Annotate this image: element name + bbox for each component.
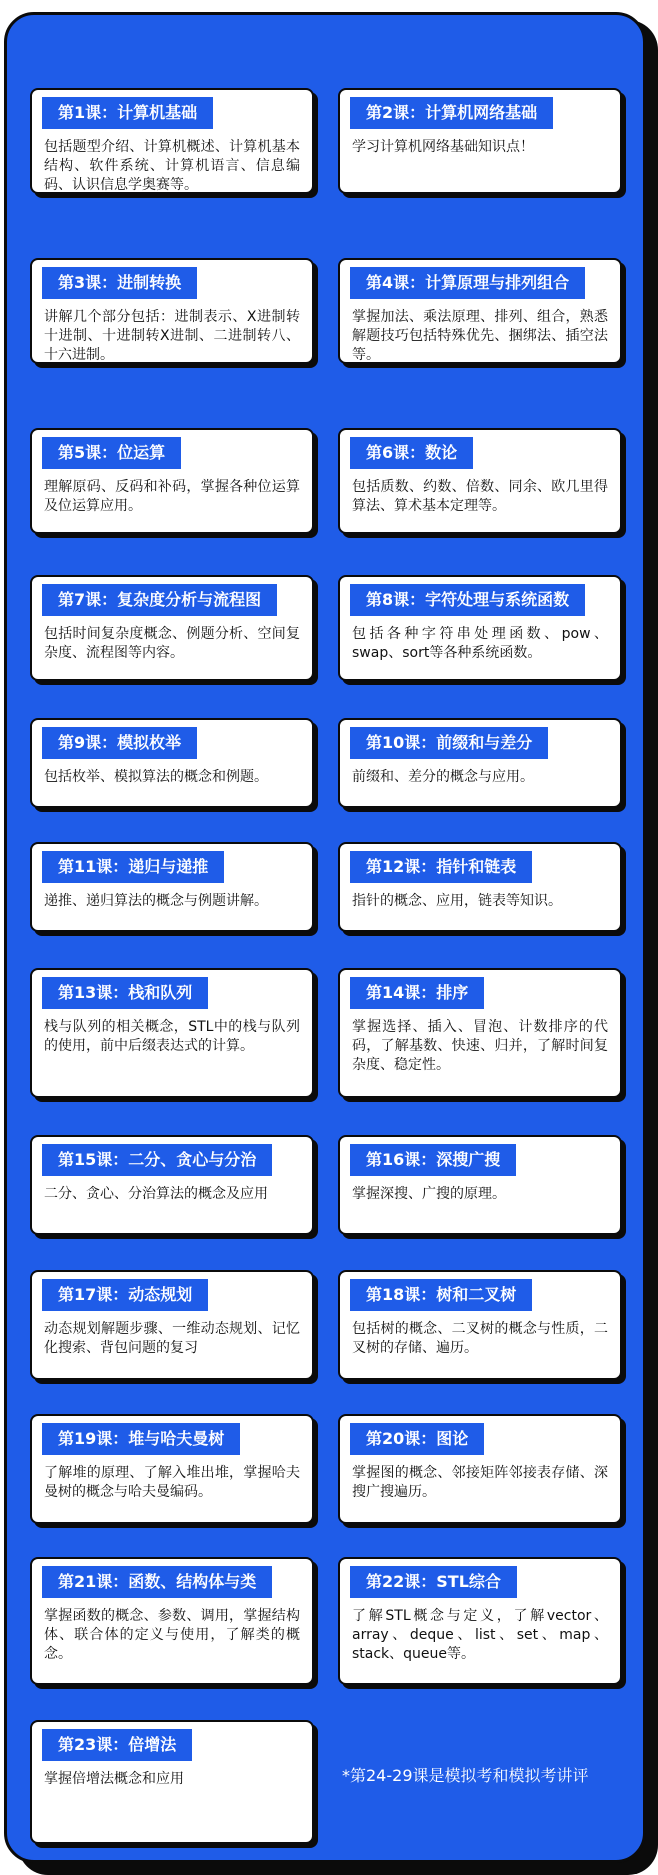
lesson-title: 第10课：前缀和与差分: [350, 727, 548, 759]
lesson-card: [338, 1557, 622, 1685]
lesson-card: [30, 575, 314, 681]
lesson-desc: 二分、贪心、分治算法的概念及应用: [44, 1186, 268, 1202]
lesson-title: 第16课：深搜广搜: [350, 1144, 516, 1176]
lesson-card: [338, 842, 622, 932]
lesson-desc: 掌握函数的概念、参数、调用，掌握结构体、联合体的定义与使用，了解类的概念。: [44, 1608, 300, 1662]
lesson-title: 第2课：计算机网络基础: [350, 97, 553, 129]
lesson-card: [338, 968, 622, 1098]
lesson-desc: 包括枚举、模拟算法的概念和例题。: [44, 769, 268, 785]
lesson-desc: 包括时间复杂度概念、例题分析、空间复杂度、流程图等内容。: [44, 626, 300, 661]
lesson-desc: 学习计算机网络基础知识点！: [352, 139, 534, 155]
lesson-card: [338, 575, 622, 681]
lesson-desc: 讲解几个部分包括：进制表示、X进制转十进制、十进制转X进制、二进制转八、十六进制。: [44, 309, 300, 363]
lesson-title: 第18课：树和二叉树: [350, 1279, 532, 1311]
lesson-title: 第5课：位运算: [42, 437, 181, 469]
lesson-card: [30, 88, 314, 194]
lesson-desc: 掌握深搜、广搜的原理。: [352, 1186, 506, 1202]
lesson-title: 第7课：复杂度分析与流程图: [42, 584, 277, 616]
lesson-card: [30, 1720, 314, 1844]
lesson-desc: 掌握倍增法概念和应用: [44, 1771, 184, 1787]
lesson-card: [30, 1414, 314, 1524]
lesson-card: [338, 1414, 622, 1524]
lesson-desc: 动态规划解题步骤、一维动态规划、记忆化搜索、背包问题的复习: [44, 1321, 300, 1356]
lesson-card: [30, 258, 314, 364]
lesson-title: 第12课：指针和链表: [350, 851, 532, 883]
lesson-title: 第23课：倍增法: [42, 1729, 192, 1761]
lesson-title: 第14课：排序: [350, 977, 484, 1009]
lesson-card: [338, 258, 622, 364]
lesson-card: [338, 88, 622, 194]
lesson-desc: 指针的概念、应用，链表等知识。: [352, 893, 562, 909]
lesson-card: [30, 428, 314, 534]
lesson-card: [338, 1135, 622, 1235]
lesson-title: 第1课：计算机基础: [42, 97, 213, 129]
lesson-desc: 栈与队列的相关概念，STL中的栈与队列的使用，前中后缀表达式的计算。: [44, 1019, 300, 1054]
lesson-desc: 掌握加法、乘法原理、排列、组合，熟悉解题技巧包括特殊优先、捆绑法、插空法等。: [352, 309, 608, 363]
lesson-desc: 包括质数、约数、倍数、同余、欧几里得算法、算术基本定理等。: [352, 479, 608, 514]
lesson-desc: 递推、递归算法的概念与例题讲解。: [44, 893, 268, 909]
lesson-title: 第19课：堆与哈夫曼树: [42, 1423, 240, 1455]
lesson-card: [338, 1270, 622, 1380]
lesson-title: 第15课：二分、贪心与分治: [42, 1144, 272, 1176]
lesson-card: [30, 1270, 314, 1380]
lesson-title: 第9课：模拟枚举: [42, 727, 197, 759]
lesson-card: [30, 1135, 314, 1235]
lesson-title: 第17课：动态规划: [42, 1279, 208, 1311]
lesson-title: 第6课：数论: [350, 437, 473, 469]
lesson-title: 第21课：函数、结构体与类: [42, 1566, 272, 1598]
lesson-title: 第8课：字符处理与系统函数: [350, 584, 585, 616]
lesson-desc: 掌握图的概念、邻接矩阵邻接表存储、深搜广搜遍历。: [352, 1465, 608, 1500]
lesson-desc: 包括各种字符串处理函数、pow、swap、sort等各种系统函数。: [352, 626, 608, 661]
lesson-title: 第11课：递归与递推: [42, 851, 224, 883]
lesson-desc: 掌握选择、插入、冒泡、计数排序的代码，了解基数、快速、归并，了解时间复杂度、稳定性。: [352, 1019, 608, 1073]
lesson-desc: 包括树的概念、二叉树的概念与性质，二叉树的存储、遍历。: [352, 1321, 608, 1356]
lesson-card: [30, 718, 314, 808]
footnote: *第24-29课是模拟考和模拟考讲评: [342, 1766, 589, 1785]
lesson-title: 第4课：计算原理与排列组合: [350, 267, 585, 299]
lesson-card: [338, 718, 622, 808]
lesson-card: [338, 428, 622, 534]
lesson-card: [30, 842, 314, 932]
lesson-desc: 前缀和、差分的概念与应用。: [352, 769, 534, 785]
lesson-title: 第3课：进制转换: [42, 267, 197, 299]
lesson-desc: 了解堆的原理、了解入堆出堆，掌握哈夫曼树的概念与哈夫曼编码。: [44, 1465, 300, 1500]
lesson-desc: 包括题型介绍、计算机概述、计算机基本结构、软件系统、计算机语言、信息编码、认识信息学奥赛等。: [44, 139, 300, 193]
lesson-title: 第20课：图论: [350, 1423, 484, 1455]
lesson-card: [30, 968, 314, 1098]
lesson-desc: 了解STL概念与定义，了解vector、array、deque、list、set、map、stack、queue等。: [352, 1608, 608, 1662]
lesson-title: 第13课：栈和队列: [42, 977, 208, 1009]
lesson-title: 第22课：STL综合: [350, 1566, 517, 1598]
lesson-card: [30, 1557, 314, 1685]
lesson-desc: 理解原码、反码和补码，掌握各种位运算及位运算应用。: [44, 479, 300, 514]
